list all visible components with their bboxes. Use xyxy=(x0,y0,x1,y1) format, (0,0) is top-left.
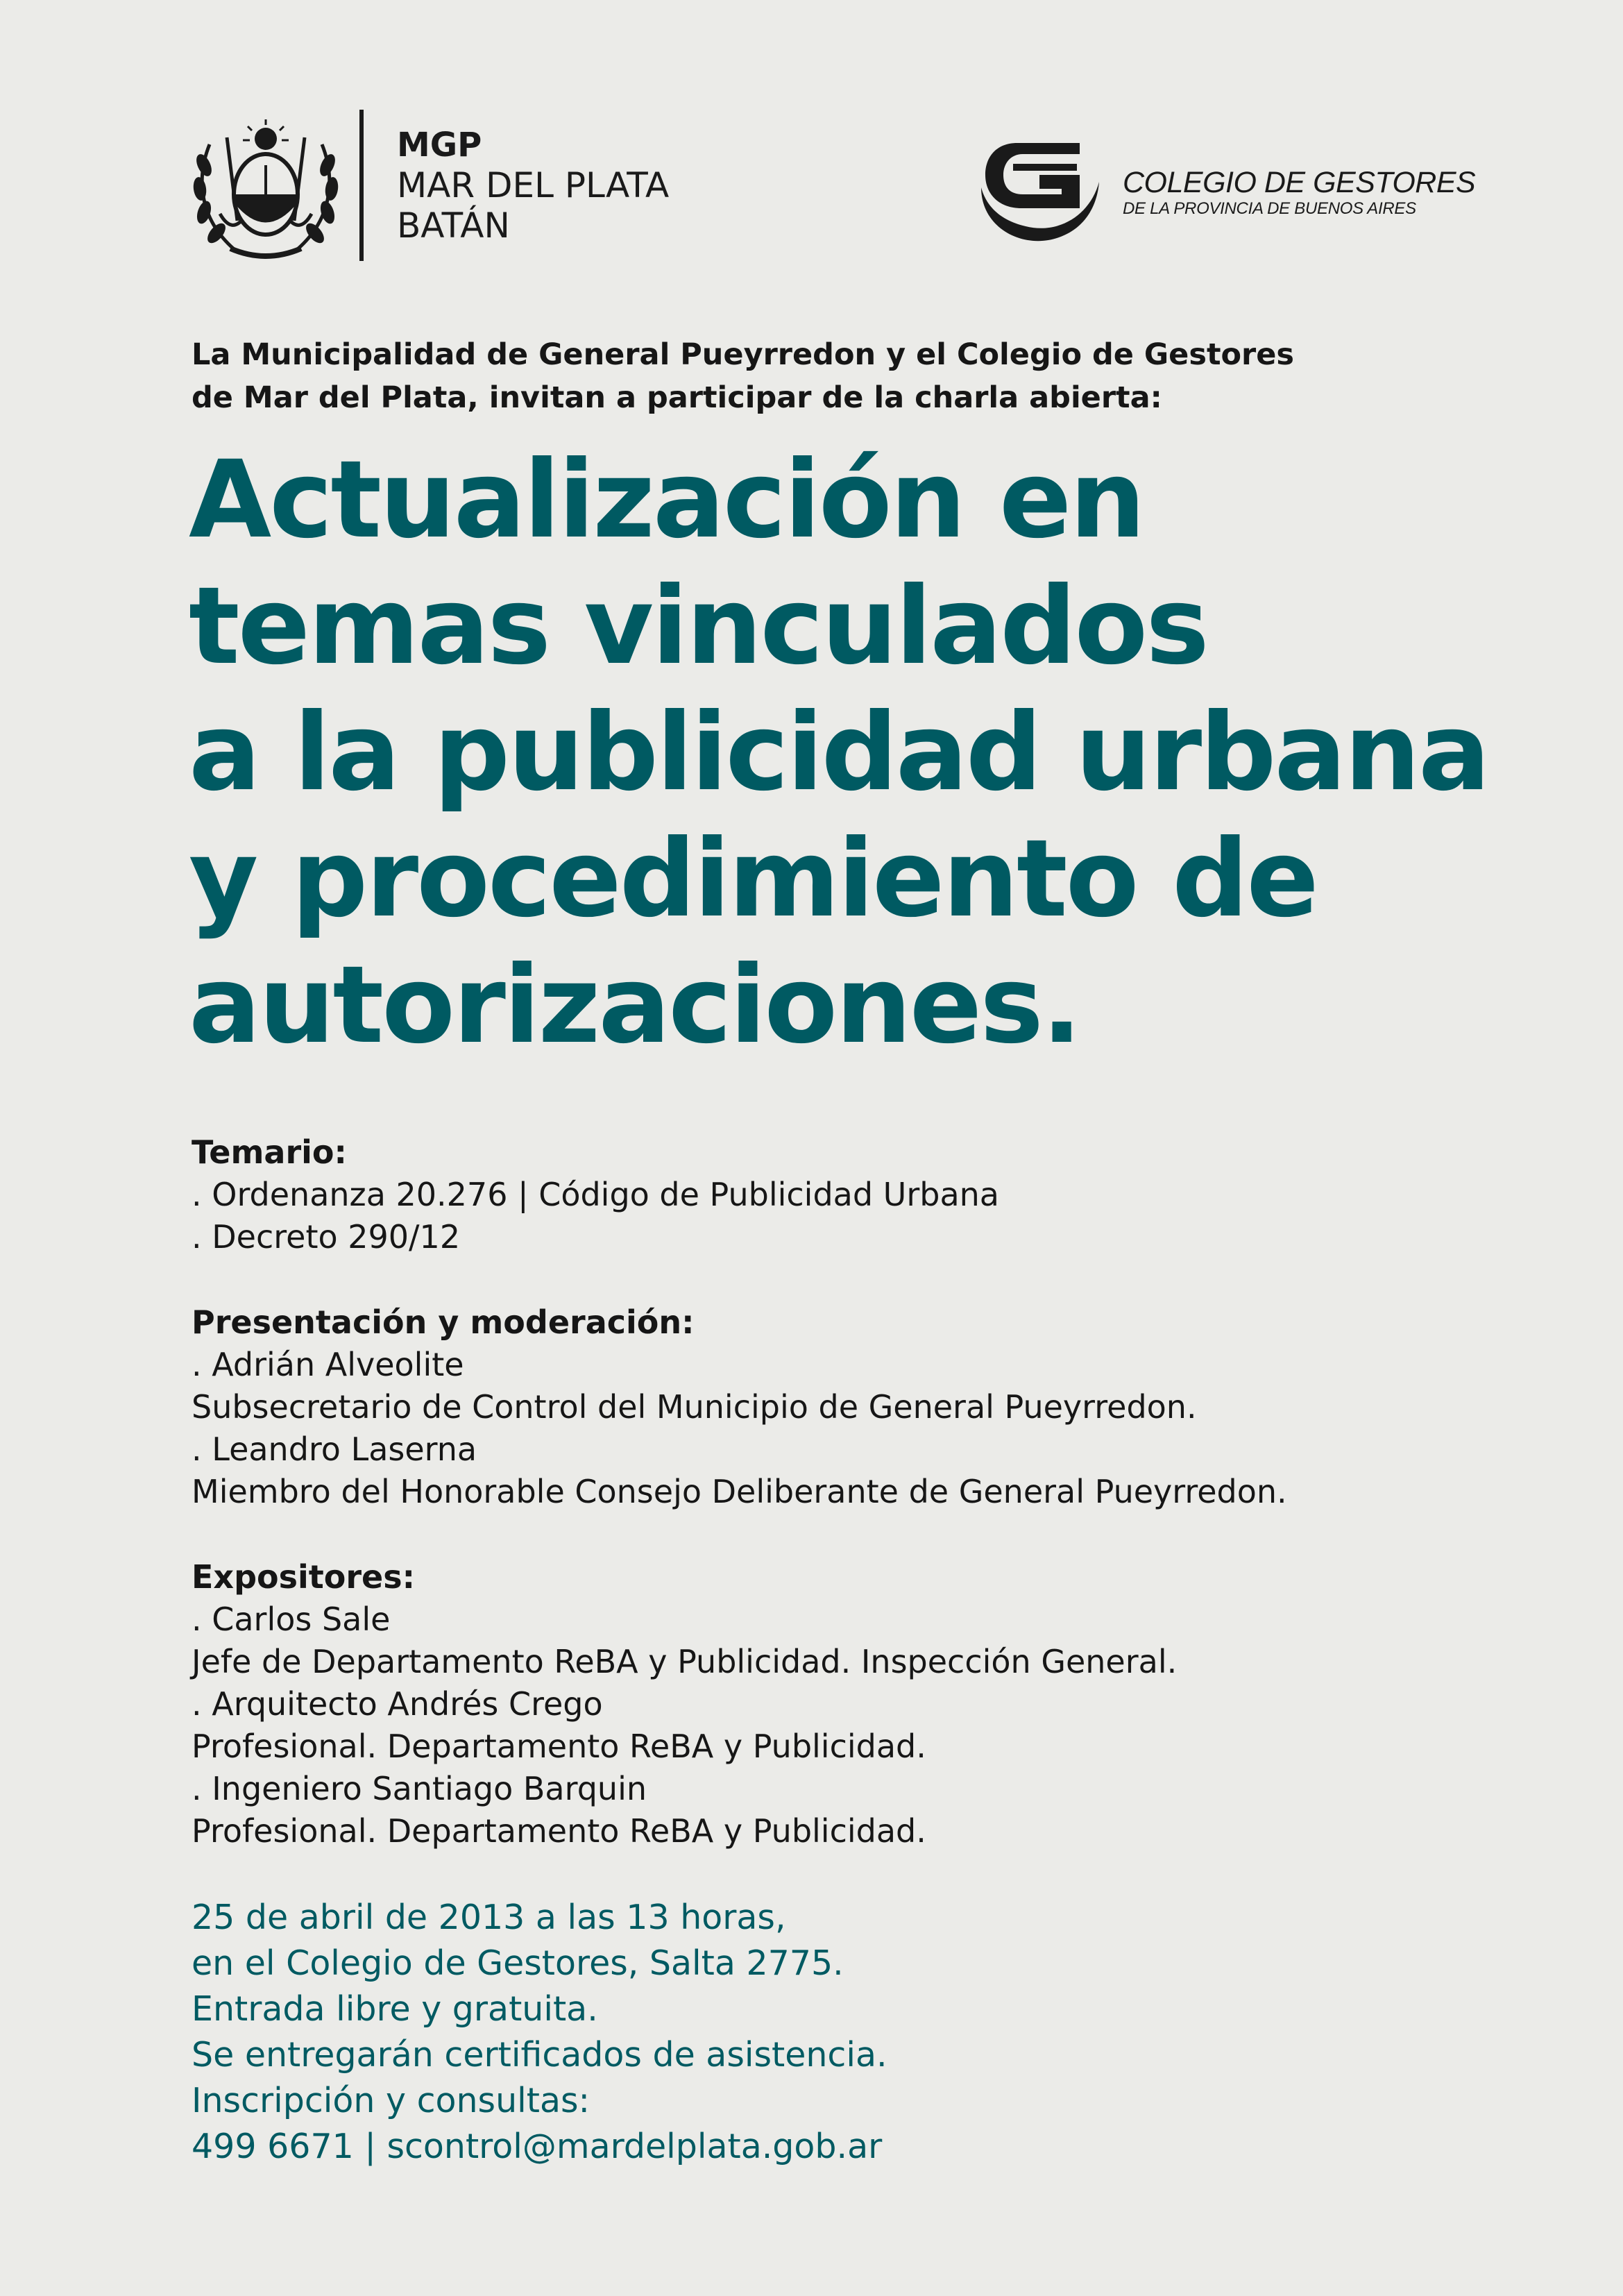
mgp-city-line-2: BATÁN xyxy=(397,205,510,246)
event-title xyxy=(189,437,1577,1069)
intro-text xyxy=(192,333,1510,419)
expositores-line: . Ingeniero Santiago Barquin xyxy=(192,1770,647,1807)
event-location: en el Colegio de Gestores, Salta 2775. xyxy=(192,1943,844,1983)
intro-line: La Municipalidad de General Pueyrredon y el Colegio de Gestores xyxy=(192,337,1295,372)
presentacion-section xyxy=(192,1301,1545,1513)
event-registration-label: Inscripción y consultas: xyxy=(192,2081,590,2120)
presentacion-line: . Leandro Laserna xyxy=(192,1430,477,1468)
intro-line: de Mar del Plata, invitan a participar de la charla abierta: xyxy=(192,380,1162,415)
colegio-gestores-name: COLEGIO DE GESTORES xyxy=(1123,166,1476,199)
event-title-line: autorizaciones. xyxy=(189,943,1080,1067)
event-title-line: y procedimiento de xyxy=(189,817,1317,941)
event-title-line: Actualización en xyxy=(189,438,1144,562)
temario-item: . Decreto 290/12 xyxy=(192,1218,461,1256)
mgp-city-line-1: MAR DEL PLATA xyxy=(397,165,670,205)
event-contact: 499 6671 | scontrol@mardelplata.gob.ar xyxy=(192,2127,883,2166)
presentacion-line: Subsecretario de Control del Municipio de General Pueyrredon. xyxy=(192,1388,1197,1426)
event-info xyxy=(192,1895,1545,2170)
expositores-section xyxy=(192,1556,1545,1852)
event-date: 25 de abril de 2013 a las 13 horas, xyxy=(192,1898,786,1937)
logo-divider xyxy=(359,110,364,261)
presentacion-line: . Adrián Alveolite xyxy=(192,1346,464,1383)
presentacion-line: Miembro del Honorable Consejo Deliberante de General Pueyrredon. xyxy=(192,1473,1287,1510)
colegio-gestores-g-icon xyxy=(976,139,1107,244)
colegio-gestores-logo-text xyxy=(1123,167,1475,219)
temario-heading: Temario: xyxy=(192,1133,347,1171)
event-title-line: temas vinculados xyxy=(189,564,1207,689)
event-admission: Entrada libre y gratuita. xyxy=(192,1989,598,2029)
colegio-gestores-province: DE LA PROVINCIA DE BUENOS AIRES xyxy=(1123,199,1416,218)
argentina-coat-of-arms-icon xyxy=(189,117,343,264)
temario-item: . Ordenanza 20.276 | Código de Publicidad Urbana xyxy=(192,1176,999,1213)
expositores-line: . Carlos Sale xyxy=(192,1601,391,1638)
expositores-line: Profesional. Departamento ReBA y Publicidad. xyxy=(192,1728,926,1765)
temario-section xyxy=(192,1131,1545,1258)
event-certificates: Se entregarán certificados de asistencia. xyxy=(192,2035,887,2075)
mgp-logo-text xyxy=(397,125,669,246)
expositores-heading: Expositores: xyxy=(192,1558,416,1596)
expositores-line: Profesional. Departamento ReBA y Publicidad. xyxy=(192,1812,926,1850)
presentacion-heading: Presentación y moderación: xyxy=(192,1303,695,1341)
mgp-abbr: MGP xyxy=(397,126,482,164)
expositores-line: Jefe de Departamento ReBA y Publicidad. Inspección General. xyxy=(192,1643,1178,1680)
expositores-line: . Arquitecto Andrés Crego xyxy=(192,1685,603,1723)
event-title-line: a la publicidad urbana xyxy=(189,691,1488,815)
